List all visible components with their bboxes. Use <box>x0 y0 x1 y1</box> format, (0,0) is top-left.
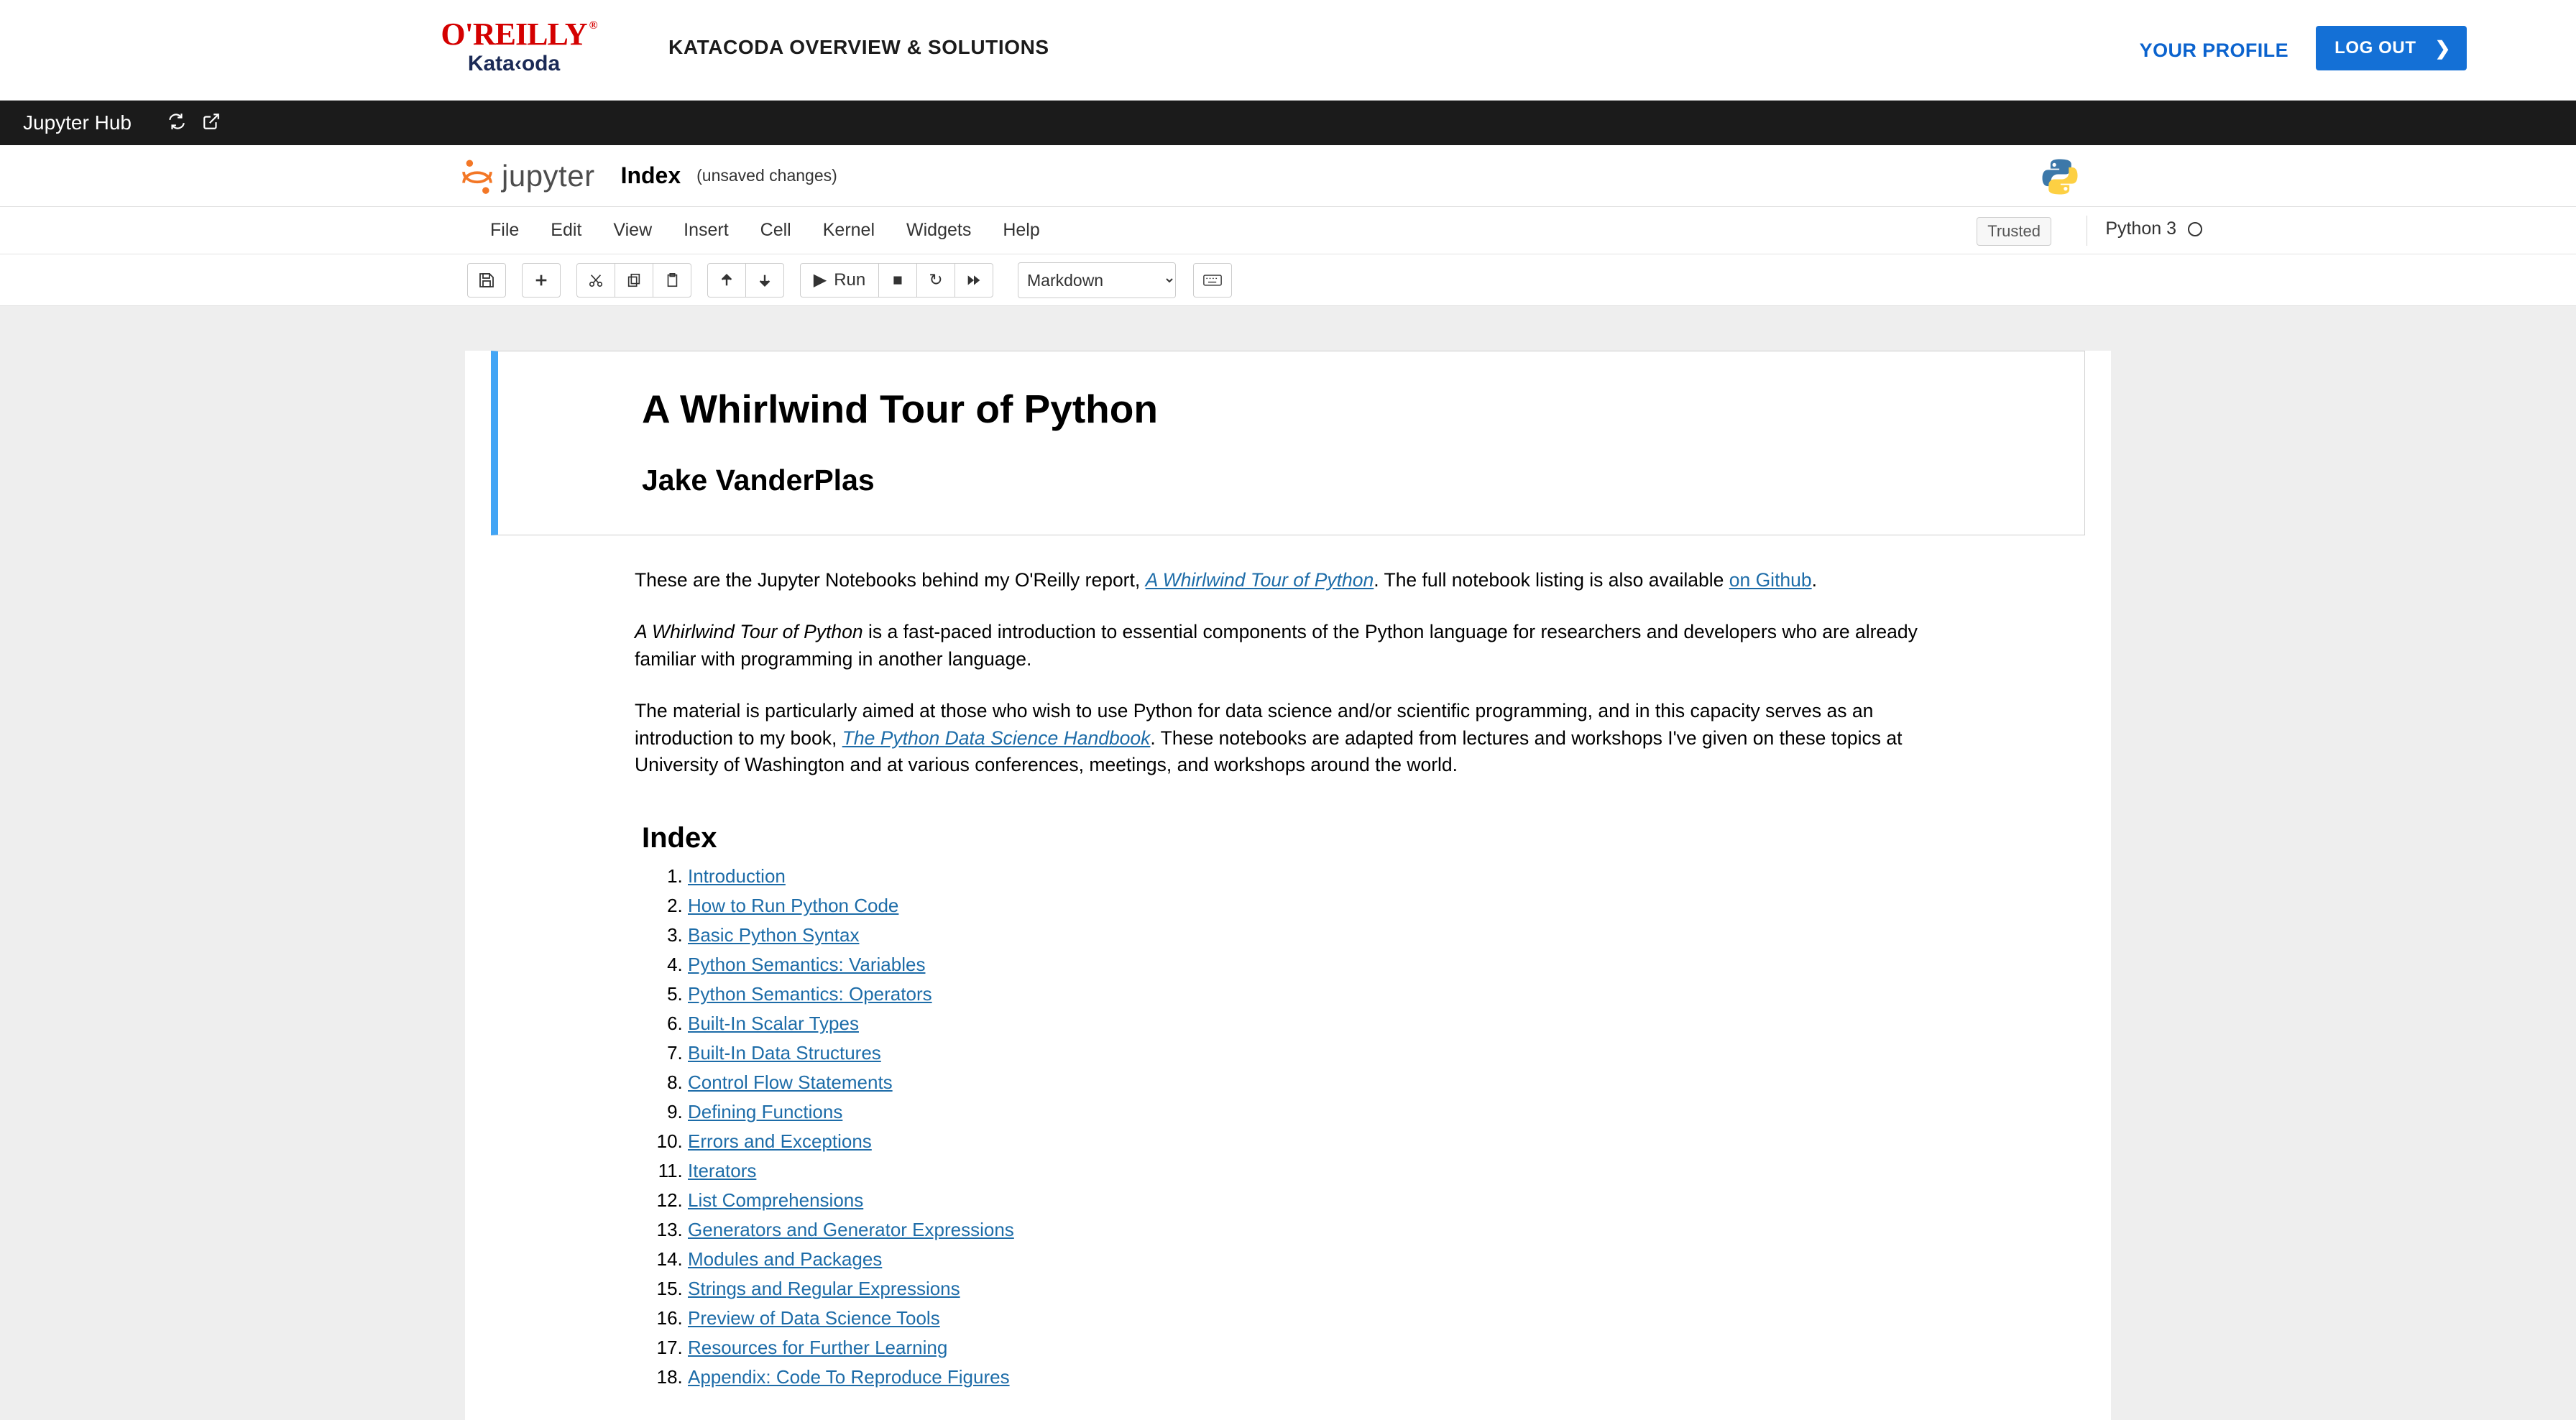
index-link-control-flow-statements[interactable]: Control Flow Statements <box>688 1071 893 1094</box>
jupyter-hub-bar <box>0 101 2576 145</box>
list-item <box>688 1277 1967 1301</box>
arrow-down-icon <box>757 272 773 288</box>
notebook-header <box>0 145 2576 207</box>
intro-text-before: These are the Jupyter Notebooks behind my O'Reilly report, <box>635 569 1146 591</box>
arrow-up-icon <box>719 272 735 288</box>
interrupt-kernel-button[interactable] <box>878 263 917 298</box>
stop-icon: ■ <box>893 270 903 289</box>
katacoda-wordmark: Kata‹oda <box>467 52 561 75</box>
index-link-preview-of-data-science-tools[interactable]: Preview of Data Science Tools <box>688 1307 940 1329</box>
command-palette-button[interactable] <box>1193 263 1232 298</box>
toolbar-group-clipboard <box>576 263 691 298</box>
restart-kernel-button[interactable] <box>916 263 955 298</box>
paste-icon <box>664 272 680 288</box>
list-item <box>688 1189 1967 1212</box>
author-heading: Jake VanderPlas <box>642 464 875 497</box>
list-item <box>688 1336 1967 1360</box>
index-link-basic-python-syntax[interactable]: Basic Python Syntax <box>688 924 860 946</box>
index-link-introduction[interactable]: Introduction <box>688 865 786 887</box>
menu-kernel[interactable]: Kernel <box>822 220 875 240</box>
audience-text-before: The material is particularly aimed at those who wish to use Python for data science and/or scientific programming, and in this capacity serves as an introduction to my book, <box>635 699 1874 749</box>
index-link-python-semantics-variables[interactable]: Python Semantics: Variables <box>688 954 926 976</box>
list-item <box>688 1012 1967 1036</box>
restart-icon: ↻ <box>929 270 943 289</box>
save-button[interactable] <box>467 263 506 298</box>
index-link-how-to-run-python-code[interactable]: How to Run Python Code <box>688 895 899 917</box>
list-item <box>688 982 1967 1006</box>
menu-file[interactable]: File <box>490 220 520 240</box>
oreilly-wordmark: O'REILLY ® <box>441 17 597 52</box>
scissors-icon <box>588 272 604 288</box>
kernel-name: Python 3 <box>2105 218 2176 239</box>
oreilly-top-bar <box>0 0 2576 101</box>
list-item <box>688 1248 1967 1271</box>
kernel-busy-indicator-icon <box>2188 222 2202 236</box>
intro-text-middle: . The full notebook listing is also available <box>1374 569 1729 591</box>
insert-cell-below-button[interactable] <box>522 263 561 298</box>
list-item <box>688 1041 1967 1065</box>
list-item <box>688 1365 1967 1389</box>
index-link-list-comprehensions[interactable]: List Comprehensions <box>688 1189 864 1212</box>
list-item <box>688 923 1967 947</box>
list-item <box>688 1159 1967 1183</box>
cut-button[interactable] <box>576 263 615 298</box>
list-item <box>688 894 1967 918</box>
move-cell-up-button[interactable] <box>707 263 746 298</box>
play-icon: ▶ <box>813 270 827 290</box>
toolbar-group-insert <box>522 263 561 298</box>
keyboard-icon <box>1203 274 1222 287</box>
logout-button[interactable] <box>2316 26 2467 70</box>
notebook-toolbar <box>0 254 2576 306</box>
menu-help[interactable]: Help <box>1003 220 1040 240</box>
run-label: Run <box>834 269 866 290</box>
list-item <box>688 1071 1967 1094</box>
notebook-name[interactable]: Index <box>620 162 681 188</box>
open-external-icon[interactable] <box>202 112 221 134</box>
oreilly-katacoda-logo[interactable] <box>431 19 597 75</box>
menu-insert[interactable]: Insert <box>684 220 729 240</box>
audience-text-after: . These notebooks are adapted from lectures and workshops I've given on these topics at University of Washington and at various conferences, meetings, and workshops around the world. <box>635 727 1903 776</box>
description-paragraph <box>635 619 1967 673</box>
index-link-iterators[interactable]: Iterators <box>688 1160 757 1182</box>
menu-cell[interactable]: Cell <box>760 220 791 240</box>
copy-button[interactable] <box>615 263 653 298</box>
list-item <box>688 1130 1967 1153</box>
python-logo-icon <box>2040 157 2080 197</box>
run-button[interactable] <box>800 263 879 298</box>
move-cell-down-button[interactable] <box>745 263 784 298</box>
whirlwind-report-link[interactable]: A Whirlwind Tour of Python <box>1145 569 1374 591</box>
index-link-errors-and-exceptions[interactable]: Errors and Exceptions <box>688 1130 872 1153</box>
index-link-built-in-data-structures[interactable]: Built-In Data Structures <box>688 1042 881 1064</box>
chevron-right-icon: ❯ <box>2434 37 2451 59</box>
jupyter-logo-icon <box>460 157 494 195</box>
toolbar-group-run <box>800 263 993 298</box>
page-title: A Whirlwind Tour of Python <box>642 387 1158 431</box>
paste-button[interactable] <box>653 263 691 298</box>
plus-icon <box>533 272 549 288</box>
menu-edit[interactable]: Edit <box>551 220 582 240</box>
restart-run-all-button[interactable] <box>954 263 993 298</box>
jupyter-logo[interactable] <box>460 157 595 195</box>
markdown-cell-body[interactable] <box>465 567 2111 1389</box>
audience-paragraph <box>635 698 1967 780</box>
index-link-generators-and-generator-expressions[interactable]: Generators and Generator Expressions <box>688 1219 1014 1241</box>
notebook-menu-bar <box>0 207 2576 254</box>
list-item <box>688 1100 1967 1124</box>
index-link-appendix-code-to-reproduce-figures[interactable]: Appendix: Code To Reproduce Figures <box>688 1366 1010 1388</box>
list-item <box>688 865 1967 888</box>
toolbar-group-keyboard <box>1193 263 1232 298</box>
github-link[interactable]: on Github <box>1729 569 1812 591</box>
toolbar-group-file <box>467 263 506 298</box>
index-link-modules-and-packages[interactable]: Modules and Packages <box>688 1248 883 1271</box>
your-profile-link[interactable]: YOUR PROFILE <box>2139 40 2288 61</box>
notebook-page <box>465 351 2111 1420</box>
site-title: KATACODA OVERVIEW & SOLUTIONS <box>668 36 1049 58</box>
logout-label: LOG OUT <box>2334 38 2416 57</box>
index-heading: Index <box>642 822 717 854</box>
copy-icon <box>626 272 642 288</box>
hub-title: Jupyter Hub <box>23 111 132 134</box>
jupyter-wordmark: jupyter <box>502 158 595 193</box>
intro-text-after: . <box>1811 569 1818 591</box>
menu-widgets[interactable]: Widgets <box>906 220 972 240</box>
unsaved-changes-label: (unsaved changes) <box>696 166 837 185</box>
save-icon <box>478 272 495 289</box>
index-link-built-in-scalar-types[interactable]: Built-In Scalar Types <box>688 1013 859 1035</box>
list-item <box>688 1306 1967 1330</box>
list-item <box>688 1218 1967 1242</box>
index-link-python-semantics-operators[interactable]: Python Semantics: Operators <box>688 983 932 1005</box>
description-text: is a fast-paced introduction to essential components of the Python language for researchers and developers who are already familiar with programming in another language. <box>635 620 1918 670</box>
intro-paragraph <box>635 567 1967 594</box>
refresh-icon[interactable] <box>167 112 186 134</box>
trusted-badge[interactable]: Trusted <box>1977 217 2051 246</box>
index-link-defining-functions[interactable]: Defining Functions <box>688 1101 843 1123</box>
index-link-strings-and-regular-expressions[interactable]: Strings and Regular Expressions <box>688 1278 960 1300</box>
cell-type-select[interactable] <box>1018 262 1176 298</box>
markdown-cell-title[interactable] <box>491 351 2085 535</box>
fast-forward-icon <box>966 273 982 287</box>
menu-view[interactable]: View <box>613 220 653 240</box>
index-list <box>635 865 1967 1389</box>
handbook-link[interactable]: The Python Data Science Handbook <box>842 727 1151 749</box>
kernel-indicator[interactable] <box>2105 218 2202 239</box>
index-link-resources-for-further-learning[interactable]: Resources for Further Learning <box>688 1337 948 1359</box>
registered-mark: ® <box>589 19 597 32</box>
notebook-body <box>0 306 2576 1420</box>
book-title-emphasis: A Whirlwind Tour of Python <box>635 620 863 642</box>
toolbar-group-move <box>707 263 784 298</box>
list-item <box>688 953 1967 977</box>
